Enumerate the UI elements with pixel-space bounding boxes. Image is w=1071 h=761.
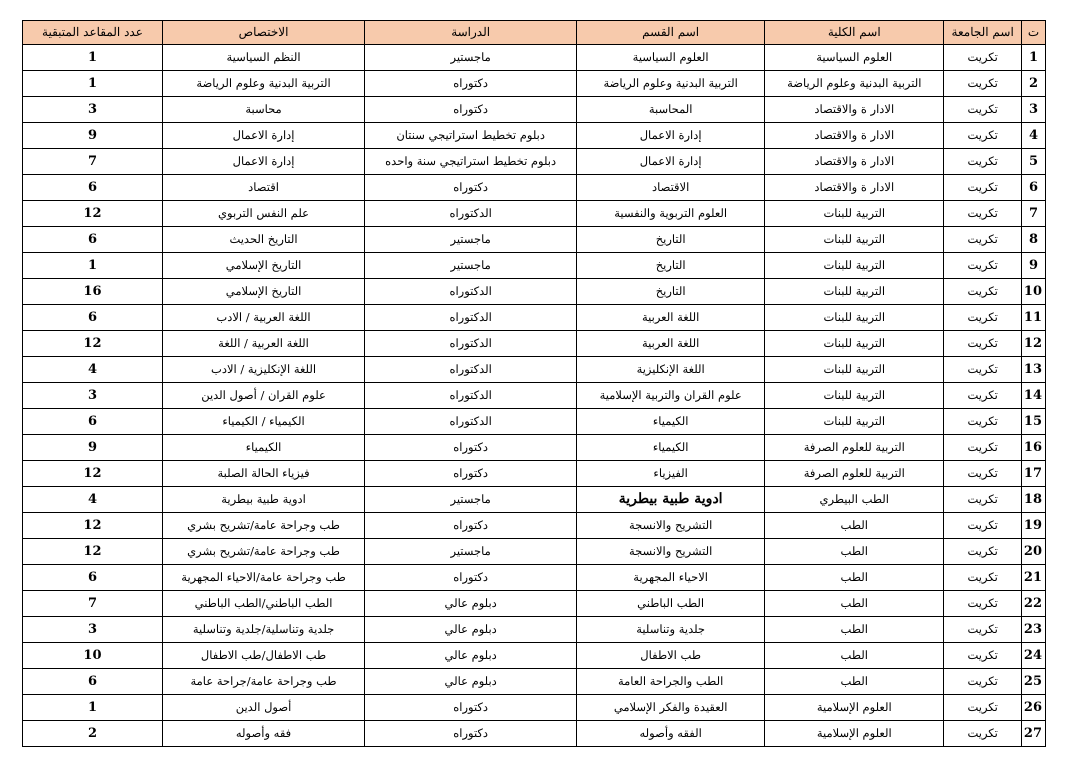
table-row xyxy=(23,643,1046,669)
cell-college: الطب xyxy=(765,617,944,643)
cell-no: 10 xyxy=(1021,279,1045,305)
cell-department: اللغة العربية xyxy=(577,331,765,357)
header-study: الدراسة xyxy=(365,21,577,45)
cell-college: الادار ة والاقتصاد xyxy=(765,149,944,175)
table-row xyxy=(23,591,1046,617)
cell-seats: 4 xyxy=(23,487,163,513)
table-header-row xyxy=(23,21,1046,45)
cell-no: 1 xyxy=(1021,45,1045,71)
cell-specialization: اللغة الإنكليزية / الادب xyxy=(162,357,364,383)
cell-university: تكريت xyxy=(944,409,1022,435)
cell-study: ماجستير xyxy=(365,227,577,253)
cell-seats: 12 xyxy=(23,539,163,565)
cell-no: 7 xyxy=(1021,201,1045,227)
table-row xyxy=(23,435,1046,461)
cell-seats: 12 xyxy=(23,513,163,539)
cell-university: تكريت xyxy=(944,461,1022,487)
cell-university: تكريت xyxy=(944,357,1022,383)
cell-no: 23 xyxy=(1021,617,1045,643)
cell-department: الطب الباطني xyxy=(577,591,765,617)
cell-department: التاريخ xyxy=(577,227,765,253)
cell-specialization: إدارة الاعمال xyxy=(162,123,364,149)
cell-department: التاريخ xyxy=(577,253,765,279)
cell-study: ماجستير xyxy=(365,45,577,71)
cell-department: الاقتصاد xyxy=(577,175,765,201)
cell-college: الطب xyxy=(765,565,944,591)
cell-department: الفقه وأصوله xyxy=(577,721,765,747)
cell-university: تكريت xyxy=(944,97,1022,123)
cell-seats: 6 xyxy=(23,409,163,435)
table-row xyxy=(23,123,1046,149)
header-no: ت xyxy=(1021,21,1045,45)
cell-specialization: إدارة الاعمال xyxy=(162,149,364,175)
cell-seats: 9 xyxy=(23,123,163,149)
cell-college: العلوم الإسلامية xyxy=(765,721,944,747)
cell-study: ماجستير xyxy=(365,253,577,279)
cell-seats: 6 xyxy=(23,669,163,695)
cell-university: تكريت xyxy=(944,669,1022,695)
table-row xyxy=(23,149,1046,175)
cell-college: التربية للعلوم الصرفة xyxy=(765,461,944,487)
cell-department: التشريح والانسجة xyxy=(577,513,765,539)
cell-college: التربية للبنات xyxy=(765,201,944,227)
table-row xyxy=(23,669,1046,695)
header-department: اسم القسم xyxy=(577,21,765,45)
cell-department: علوم القران والتربية الإسلامية xyxy=(577,383,765,409)
cell-department: إدارة الاعمال xyxy=(577,149,765,175)
cell-department: الاحياء المجهرية xyxy=(577,565,765,591)
cell-college: الطب البيطري xyxy=(765,487,944,513)
table-row xyxy=(23,461,1046,487)
cell-college: التربية للبنات xyxy=(765,383,944,409)
cell-department: الكيمياء xyxy=(577,409,765,435)
cell-no: 19 xyxy=(1021,513,1045,539)
cell-department: العقيدة والفكر الإسلامي xyxy=(577,695,765,721)
cell-department: التاريخ xyxy=(577,279,765,305)
cell-study: دكتوراه xyxy=(365,97,577,123)
cell-department: المحاسبة xyxy=(577,97,765,123)
cell-seats: 7 xyxy=(23,591,163,617)
cell-college: الطب xyxy=(765,643,944,669)
cell-department: التربية البدنية وعلوم الرياضة xyxy=(577,71,765,97)
cell-study: دبلوم عالي xyxy=(365,643,577,669)
cell-seats: 7 xyxy=(23,149,163,175)
cell-specialization: اللغة العربية / الادب xyxy=(162,305,364,331)
cell-no: 2 xyxy=(1021,71,1045,97)
cell-seats: 3 xyxy=(23,617,163,643)
cell-seats: 1 xyxy=(23,253,163,279)
cell-study: ماجستير xyxy=(365,539,577,565)
cell-seats: 6 xyxy=(23,305,163,331)
cell-no: 3 xyxy=(1021,97,1045,123)
cell-study: الدكتوراه xyxy=(365,305,577,331)
cell-specialization: الكيمياء / الكيمياء xyxy=(162,409,364,435)
cell-no: 12 xyxy=(1021,331,1045,357)
cell-specialization: طب الاطفال/طب الاطفال xyxy=(162,643,364,669)
cell-specialization: طب وجراحة عامة/الاحياء المجهرية xyxy=(162,565,364,591)
cell-study: دبلوم عالي xyxy=(365,617,577,643)
cell-study: الدكتوراه xyxy=(365,357,577,383)
cell-department: إدارة الاعمال xyxy=(577,123,765,149)
cell-department: اللغة الإنكليزية xyxy=(577,357,765,383)
cell-specialization: الكيمياء xyxy=(162,435,364,461)
cell-study: الدكتوراه xyxy=(365,409,577,435)
cell-seats: 4 xyxy=(23,357,163,383)
cell-department: جلدية وتناسلية xyxy=(577,617,765,643)
cell-department: الفيزياء xyxy=(577,461,765,487)
cell-specialization: طب وجراحة عامة/تشريح بشري xyxy=(162,539,364,565)
header-university: اسم الجامعة xyxy=(944,21,1022,45)
cell-department: ادوية طبية بيطرية xyxy=(577,487,765,513)
table-row xyxy=(23,617,1046,643)
cell-university: تكريت xyxy=(944,487,1022,513)
cell-no: 22 xyxy=(1021,591,1045,617)
cell-university: تكريت xyxy=(944,45,1022,71)
cell-department: العلوم التربوية والنفسية xyxy=(577,201,765,227)
cell-specialization: التاريخ الإسلامي xyxy=(162,279,364,305)
seats-table-container xyxy=(22,20,1046,747)
cell-no: 9 xyxy=(1021,253,1045,279)
cell-college: التربية للبنات xyxy=(765,357,944,383)
cell-university: تكريت xyxy=(944,201,1022,227)
cell-university: تكريت xyxy=(944,253,1022,279)
cell-specialization: اللغة العربية / اللغة xyxy=(162,331,364,357)
cell-college: الطب xyxy=(765,591,944,617)
cell-seats: 1 xyxy=(23,45,163,71)
table-row xyxy=(23,357,1046,383)
cell-college: التربية للبنات xyxy=(765,227,944,253)
cell-specialization: طب وجراحة عامة/تشريح بشري xyxy=(162,513,364,539)
cell-college: العلوم السياسية xyxy=(765,45,944,71)
cell-seats: 1 xyxy=(23,695,163,721)
table-row xyxy=(23,695,1046,721)
cell-specialization: طب وجراحة عامة/جراحة عامة xyxy=(162,669,364,695)
cell-no: 11 xyxy=(1021,305,1045,331)
table-row xyxy=(23,175,1046,201)
table-row xyxy=(23,487,1046,513)
cell-no: 18 xyxy=(1021,487,1045,513)
header-seats: عدد المقاعد المتبقية xyxy=(23,21,163,45)
table-row xyxy=(23,565,1046,591)
cell-college: التربية للبنات xyxy=(765,409,944,435)
cell-college: الطب xyxy=(765,669,944,695)
cell-specialization: ادوية طبية بيطرية xyxy=(162,487,364,513)
cell-college: الادار ة والاقتصاد xyxy=(765,123,944,149)
cell-specialization: فقه وأصوله xyxy=(162,721,364,747)
cell-university: تكريت xyxy=(944,617,1022,643)
cell-college: التربية للبنات xyxy=(765,305,944,331)
cell-no: 27 xyxy=(1021,721,1045,747)
cell-no: 13 xyxy=(1021,357,1045,383)
cell-university: تكريت xyxy=(944,435,1022,461)
cell-study: دكتوراه xyxy=(365,175,577,201)
cell-college: التربية للبنات xyxy=(765,253,944,279)
cell-no: 17 xyxy=(1021,461,1045,487)
cell-college: الطب xyxy=(765,513,944,539)
cell-study: دبلوم عالي xyxy=(365,591,577,617)
cell-study: الدكتوراه xyxy=(365,201,577,227)
table-body xyxy=(23,45,1046,747)
cell-department: الكيمياء xyxy=(577,435,765,461)
cell-specialization: التربية البدنية وعلوم الرياضة xyxy=(162,71,364,97)
cell-study: دبلوم تخطيط استراتيجي سنة واحده xyxy=(365,149,577,175)
cell-seats: 12 xyxy=(23,331,163,357)
cell-study: الدكتوراه xyxy=(365,383,577,409)
cell-seats: 12 xyxy=(23,201,163,227)
cell-specialization: فيزياء الحالة الصلبة xyxy=(162,461,364,487)
cell-specialization: التاريخ الإسلامي xyxy=(162,253,364,279)
cell-university: تكريت xyxy=(944,71,1022,97)
table-row xyxy=(23,97,1046,123)
cell-no: 20 xyxy=(1021,539,1045,565)
cell-university: تكريت xyxy=(944,695,1022,721)
table-row xyxy=(23,279,1046,305)
cell-department: اللغة العربية xyxy=(577,305,765,331)
table-row xyxy=(23,383,1046,409)
cell-university: تكريت xyxy=(944,149,1022,175)
cell-no: 25 xyxy=(1021,669,1045,695)
cell-seats: 1 xyxy=(23,71,163,97)
table-row xyxy=(23,305,1046,331)
cell-seats: 3 xyxy=(23,383,163,409)
cell-study: دبلوم عالي xyxy=(365,669,577,695)
cell-college: الادار ة والاقتصاد xyxy=(765,97,944,123)
remaining-seats-table xyxy=(22,20,1046,747)
cell-college: التربية للبنات xyxy=(765,331,944,357)
cell-university: تكريت xyxy=(944,565,1022,591)
cell-college: الطب xyxy=(765,539,944,565)
cell-specialization: الطب الباطني/الطب الباطني xyxy=(162,591,364,617)
cell-seats: 9 xyxy=(23,435,163,461)
cell-study: الدكتوراه xyxy=(365,279,577,305)
cell-specialization: علوم القران / أصول الدين xyxy=(162,383,364,409)
cell-college: العلوم الإسلامية xyxy=(765,695,944,721)
cell-seats: 3 xyxy=(23,97,163,123)
cell-no: 21 xyxy=(1021,565,1045,591)
cell-university: تكريت xyxy=(944,591,1022,617)
cell-university: تكريت xyxy=(944,539,1022,565)
cell-college: التربية البدنية وعلوم الرياضة xyxy=(765,71,944,97)
cell-specialization: أصول الدين xyxy=(162,695,364,721)
cell-no: 5 xyxy=(1021,149,1045,175)
cell-study: دكتوراه xyxy=(365,721,577,747)
cell-study: دكتوراه xyxy=(365,565,577,591)
cell-study: دكتوراه xyxy=(365,461,577,487)
cell-college: الادار ة والاقتصاد xyxy=(765,175,944,201)
cell-no: 6 xyxy=(1021,175,1045,201)
cell-no: 16 xyxy=(1021,435,1045,461)
header-college: اسم الكلية xyxy=(765,21,944,45)
cell-specialization: النظم السياسية xyxy=(162,45,364,71)
cell-specialization: علم النفس التربوي xyxy=(162,201,364,227)
cell-specialization: التاريخ الحديث xyxy=(162,227,364,253)
cell-no: 14 xyxy=(1021,383,1045,409)
table-row xyxy=(23,331,1046,357)
cell-university: تكريت xyxy=(944,227,1022,253)
table-row xyxy=(23,201,1046,227)
cell-university: تكريت xyxy=(944,513,1022,539)
cell-specialization: جلدية وتناسلية/جلدية وتناسلية xyxy=(162,617,364,643)
cell-specialization: محاسبة xyxy=(162,97,364,123)
cell-university: تكريت xyxy=(944,279,1022,305)
cell-seats: 6 xyxy=(23,227,163,253)
cell-study: دكتوراه xyxy=(365,513,577,539)
cell-specialization: اقتصاد xyxy=(162,175,364,201)
cell-college: التربية للعلوم الصرفة xyxy=(765,435,944,461)
cell-university: تكريت xyxy=(944,331,1022,357)
table-row xyxy=(23,539,1046,565)
cell-university: تكريت xyxy=(944,175,1022,201)
cell-seats: 2 xyxy=(23,721,163,747)
table-row xyxy=(23,71,1046,97)
header-specialization: الاختصاص xyxy=(162,21,364,45)
cell-college: التربية للبنات xyxy=(765,279,944,305)
cell-seats: 16 xyxy=(23,279,163,305)
cell-study: ماجستير xyxy=(365,487,577,513)
cell-no: 4 xyxy=(1021,123,1045,149)
cell-university: تكريت xyxy=(944,721,1022,747)
table-row xyxy=(23,721,1046,747)
cell-department: طب الاطفال xyxy=(577,643,765,669)
cell-no: 15 xyxy=(1021,409,1045,435)
cell-study: دكتوراه xyxy=(365,71,577,97)
cell-study: دكتوراه xyxy=(365,435,577,461)
cell-department: الطب والجراحة العامة xyxy=(577,669,765,695)
cell-study: الدكتوراه xyxy=(365,331,577,357)
cell-seats: 10 xyxy=(23,643,163,669)
cell-university: تكريت xyxy=(944,383,1022,409)
table-row xyxy=(23,513,1046,539)
cell-no: 26 xyxy=(1021,695,1045,721)
table-row xyxy=(23,409,1046,435)
cell-study: دكتوراه xyxy=(365,695,577,721)
cell-university: تكريت xyxy=(944,123,1022,149)
cell-seats: 12 xyxy=(23,461,163,487)
table-row xyxy=(23,45,1046,71)
cell-university: تكريت xyxy=(944,643,1022,669)
table-row xyxy=(23,227,1046,253)
cell-seats: 6 xyxy=(23,175,163,201)
cell-study: دبلوم تخطيط استراتيجي سنتان xyxy=(365,123,577,149)
table-row xyxy=(23,253,1046,279)
cell-university: تكريت xyxy=(944,305,1022,331)
cell-department: التشريح والانسجة xyxy=(577,539,765,565)
cell-no: 8 xyxy=(1021,227,1045,253)
cell-no: 24 xyxy=(1021,643,1045,669)
cell-seats: 6 xyxy=(23,565,163,591)
cell-department: العلوم السياسية xyxy=(577,45,765,71)
